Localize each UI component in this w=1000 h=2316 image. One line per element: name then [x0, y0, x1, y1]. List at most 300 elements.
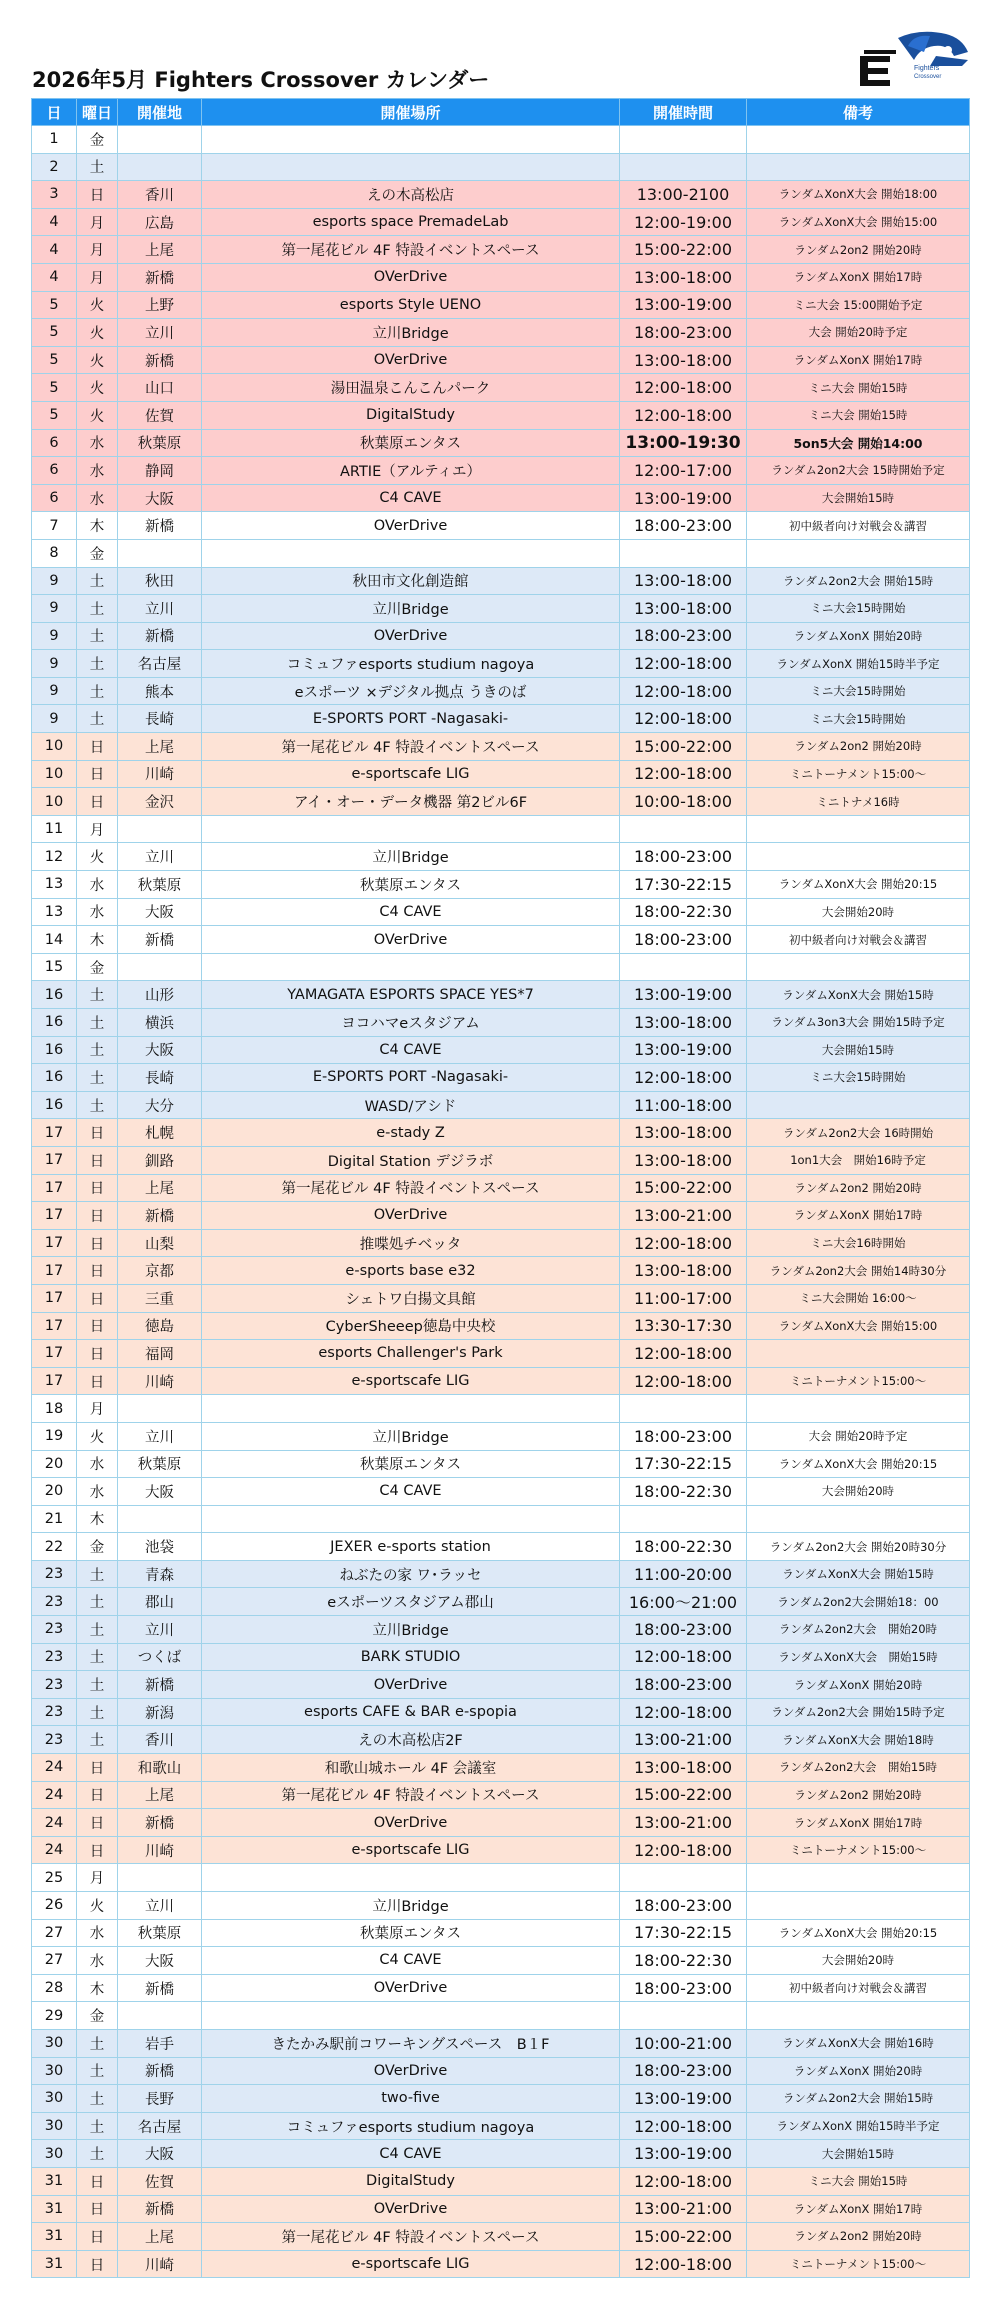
hours-cell: 12:00-18:00: [620, 1064, 747, 1092]
venue-cell: two-five: [202, 2085, 620, 2113]
weekday-cell: 水: [77, 457, 118, 485]
hours-cell: 12:00-18:00: [620, 1643, 747, 1671]
venue-cell: e-sportscafe LIG: [202, 760, 620, 788]
note-cell: ランダムXonX大会 開始15:00: [747, 1312, 970, 1340]
hours-cell: 17:30-22:15: [620, 1450, 747, 1478]
note-cell: [747, 1395, 970, 1423]
hours-cell: 18:00-23:00: [620, 926, 747, 954]
venue-cell: 湯田温泉こんこんパーク: [202, 374, 620, 402]
hours-cell: 12:00-18:00: [620, 677, 747, 705]
hours-cell: 12:00-18:00: [620, 1836, 747, 1864]
day-cell: 30: [32, 2029, 77, 2057]
day-cell: 26: [32, 1892, 77, 1920]
day-cell: 23: [32, 1643, 77, 1671]
weekday-cell: 木: [77, 512, 118, 540]
table-row: [32, 898, 970, 926]
day-cell: 24: [32, 1836, 77, 1864]
table-row: [32, 2057, 970, 2085]
venue-cell: 立川Bridge: [202, 843, 620, 871]
city-cell: 佐賀: [118, 2167, 202, 2195]
day-cell: 9: [32, 622, 77, 650]
city-cell: 立川: [118, 1616, 202, 1644]
table-row: [32, 1257, 970, 1285]
table-row: [32, 1616, 970, 1644]
hours-cell: 13:00-18:00: [620, 1257, 747, 1285]
weekday-cell: 土: [77, 2029, 118, 2057]
city-cell: 川崎: [118, 760, 202, 788]
venue-cell: eスポーツスタジアム郡山: [202, 1588, 620, 1616]
city-cell: 上尾: [118, 2223, 202, 2251]
note-cell: ランダム2on2大会 開始15時: [747, 1754, 970, 1782]
venue-cell: 第一尾花ビル 4F 特設イベントスペース: [202, 2223, 620, 2251]
note-cell: ランダムXonX大会 開始18時: [747, 1726, 970, 1754]
weekday-cell: 月: [77, 1864, 118, 1892]
weekday-cell: 火: [77, 843, 118, 871]
weekday-cell: 土: [77, 705, 118, 733]
day-cell: 21: [32, 1505, 77, 1533]
venue-cell: e-stady Z: [202, 1119, 620, 1147]
weekday-cell: 土: [77, 622, 118, 650]
city-cell: 新橋: [118, 263, 202, 291]
table-row: [32, 181, 970, 209]
hours-cell: 12:00-18:00: [620, 705, 747, 733]
venue-cell: OVerDrive: [202, 512, 620, 540]
venue-cell: WASD/アシド: [202, 1091, 620, 1119]
day-cell: 17: [32, 1340, 77, 1368]
note-cell: [747, 815, 970, 843]
city-cell: [118, 2002, 202, 2030]
table-row: [32, 2195, 970, 2223]
venue-cell: 秋葉原エンタス: [202, 429, 620, 457]
weekday-cell: 土: [77, 2057, 118, 2085]
hours-cell: 12:00-18:00: [620, 2167, 747, 2195]
table-row: [32, 1560, 970, 1588]
weekday-cell: 土: [77, 1036, 118, 1064]
note-cell: [747, 1892, 970, 1920]
weekday-cell: 日: [77, 1174, 118, 1202]
city-cell: 立川: [118, 1892, 202, 1920]
day-cell: 17: [32, 1367, 77, 1395]
note-cell: ミニ大会15時開始: [747, 705, 970, 733]
venue-cell: E-SPORTS PORT -Nagasaki-: [202, 1064, 620, 1092]
day-cell: 9: [32, 567, 77, 595]
venue-cell: [202, 153, 620, 181]
hours-cell: 18:00-22:30: [620, 1947, 747, 1975]
table-row: [32, 1009, 970, 1037]
venue-cell: えの木高松店: [202, 181, 620, 209]
note-cell: ランダムXonX大会 開始20:15: [747, 1450, 970, 1478]
venue-cell: esports CAFE & BAR e-spopia: [202, 1698, 620, 1726]
weekday-cell: 土: [77, 1671, 118, 1699]
note-cell: 大会 開始20時予定: [747, 319, 970, 347]
weekday-cell: 日: [77, 1146, 118, 1174]
note-cell: ミニトーナメント15:00～: [747, 1367, 970, 1395]
weekday-cell: 日: [77, 1367, 118, 1395]
venue-cell: e-sports base e32: [202, 1257, 620, 1285]
weekday-cell: 土: [77, 1643, 118, 1671]
day-cell: 16: [32, 1036, 77, 1064]
table-row: [32, 1036, 970, 1064]
table-row: [32, 2223, 970, 2251]
hours-cell: [620, 539, 747, 567]
city-cell: 大阪: [118, 1036, 202, 1064]
hours-cell: 18:00-23:00: [620, 1671, 747, 1699]
table-row: [32, 1892, 970, 1920]
hours-cell: 18:00-23:00: [620, 319, 747, 347]
hours-cell: 13:00-18:00: [620, 1119, 747, 1147]
venue-cell: OVerDrive: [202, 263, 620, 291]
table-row: [32, 401, 970, 429]
venue-cell: BARK STUDIO: [202, 1643, 620, 1671]
note-cell: ランダム2on2大会 開始15時: [747, 567, 970, 595]
table-row: [32, 374, 970, 402]
hours-cell: 15:00-22:00: [620, 2223, 747, 2251]
day-cell: 31: [32, 2223, 77, 2251]
city-cell: 長崎: [118, 1064, 202, 1092]
city-cell: つくば: [118, 1643, 202, 1671]
table-row: [32, 622, 970, 650]
note-cell: ランダム2on2大会 15時開始予定: [747, 457, 970, 485]
weekday-cell: 水: [77, 484, 118, 512]
day-cell: 4: [32, 236, 77, 264]
hours-cell: 13:00-18:00: [620, 263, 747, 291]
note-cell: ミニ大会15時開始: [747, 677, 970, 705]
city-cell: 立川: [118, 843, 202, 871]
table-row: [32, 871, 970, 899]
hours-cell: 18:00-23:00: [620, 2057, 747, 2085]
weekday-cell: 水: [77, 871, 118, 899]
city-cell: [118, 1395, 202, 1423]
day-cell: 17: [32, 1202, 77, 1230]
venue-cell: OVerDrive: [202, 1671, 620, 1699]
venue-cell: ねぶたの家 ワ･ラッセ: [202, 1560, 620, 1588]
weekday-cell: 土: [77, 1616, 118, 1644]
venue-cell: 秋葉原エンタス: [202, 1919, 620, 1947]
weekday-cell: 土: [77, 153, 118, 181]
hours-cell: 13:00-19:00: [620, 484, 747, 512]
day-cell: 24: [32, 1781, 77, 1809]
note-cell: ランダム2on2大会 開始20時30分: [747, 1533, 970, 1561]
day-cell: 17: [32, 1174, 77, 1202]
table-row: [32, 346, 970, 374]
city-cell: 上尾: [118, 236, 202, 264]
day-cell: 5: [32, 401, 77, 429]
table-row: [32, 512, 970, 540]
table-row: [32, 1836, 970, 1864]
note-cell: [747, 126, 970, 154]
note-cell: ランダム2on2 開始20時: [747, 1781, 970, 1809]
city-cell: 立川: [118, 1422, 202, 1450]
hours-cell: 12:00-18:00: [620, 401, 747, 429]
city-cell: 新橋: [118, 926, 202, 954]
venue-cell: 立川Bridge: [202, 1422, 620, 1450]
hours-cell: [620, 953, 747, 981]
weekday-cell: 日: [77, 2167, 118, 2195]
day-cell: 5: [32, 319, 77, 347]
city-cell: 青森: [118, 1560, 202, 1588]
day-cell: 30: [32, 2140, 77, 2168]
hours-cell: 13:00-18:00: [620, 1009, 747, 1037]
weekday-cell: 土: [77, 677, 118, 705]
city-cell: 秋葉原: [118, 871, 202, 899]
day-cell: 7: [32, 512, 77, 540]
city-cell: 上野: [118, 291, 202, 319]
note-cell: ランダムXonX大会 開始16時: [747, 2029, 970, 2057]
hours-cell: [620, 1505, 747, 1533]
venue-cell: 第一尾花ビル 4F 特設イベントスペース: [202, 733, 620, 761]
table-row: [32, 733, 970, 761]
table-row: [32, 319, 970, 347]
city-cell: 熊本: [118, 677, 202, 705]
hours-cell: [620, 1864, 747, 1892]
table-row: [32, 126, 970, 154]
day-cell: 13: [32, 898, 77, 926]
table-row: [32, 1422, 970, 1450]
hours-cell: 13:00-18:00: [620, 567, 747, 595]
hours-cell: 18:00-23:00: [620, 1422, 747, 1450]
weekday-cell: 土: [77, 1726, 118, 1754]
table-row: [32, 2002, 970, 2030]
table-row: [32, 2167, 970, 2195]
note-cell: ランダムXonX大会 開始20:15: [747, 871, 970, 899]
note-cell: ランダム3on3大会 開始15時予定: [747, 1009, 970, 1037]
table-row: [32, 1698, 970, 1726]
venue-cell: ARTIE（アルティエ）: [202, 457, 620, 485]
note-cell: [747, 2002, 970, 2030]
note-cell: ランダム2on2大会 開始20時: [747, 1616, 970, 1644]
table-row: [32, 760, 970, 788]
day-cell: 17: [32, 1257, 77, 1285]
hours-cell: 17:30-22:15: [620, 871, 747, 899]
table-row: [32, 843, 970, 871]
venue-cell: [202, 539, 620, 567]
table-row: [32, 1312, 970, 1340]
day-cell: 19: [32, 1422, 77, 1450]
table-row: [32, 1450, 970, 1478]
note-cell: 初中級者向け対戦会＆講習: [747, 926, 970, 954]
day-cell: 6: [32, 457, 77, 485]
hours-cell: 13:30-17:30: [620, 1312, 747, 1340]
day-cell: 2: [32, 153, 77, 181]
venue-cell: コミュファesports studium nagoya: [202, 650, 620, 678]
hours-cell: 12:00-18:00: [620, 760, 747, 788]
day-cell: 5: [32, 291, 77, 319]
hours-cell: 18:00-22:30: [620, 1478, 747, 1506]
hours-cell: [620, 1395, 747, 1423]
note-cell: 初中級者向け対戦会＆講習: [747, 512, 970, 540]
table-row: [32, 1478, 970, 1506]
header-notes: 備考: [747, 99, 970, 126]
note-cell: ランダムXonX大会 開始20:15: [747, 1919, 970, 1947]
city-cell: 大阪: [118, 898, 202, 926]
day-cell: 31: [32, 2195, 77, 2223]
table-row: [32, 208, 970, 236]
weekday-cell: 日: [77, 733, 118, 761]
city-cell: 長崎: [118, 705, 202, 733]
weekday-cell: 水: [77, 1450, 118, 1478]
table-row: [32, 1643, 970, 1671]
note-cell: ランダムXonX 開始17時: [747, 2195, 970, 2223]
weekday-cell: 土: [77, 2112, 118, 2140]
table-row: [32, 1671, 970, 1699]
city-cell: 山形: [118, 981, 202, 1009]
table-row: [32, 539, 970, 567]
note-cell: ランダム2on2大会 開始14時30分: [747, 1257, 970, 1285]
note-cell: ミニトーナメント15:00～: [747, 2250, 970, 2278]
weekday-cell: 土: [77, 981, 118, 1009]
hours-cell: 13:00-18:00: [620, 595, 747, 623]
city-cell: 京都: [118, 1257, 202, 1285]
venue-cell: 第一尾花ビル 4F 特設イベントスペース: [202, 236, 620, 264]
day-cell: 17: [32, 1284, 77, 1312]
note-cell: ランダム2on2大会 開始15時: [747, 2085, 970, 2113]
table-row: [32, 1726, 970, 1754]
hours-cell: 15:00-22:00: [620, 733, 747, 761]
venue-cell: Digital Station デジラボ: [202, 1146, 620, 1174]
venue-cell: 第一尾花ビル 4F 特設イベントスペース: [202, 1174, 620, 1202]
weekday-cell: 木: [77, 1974, 118, 2002]
table-row: [32, 650, 970, 678]
venue-cell: OVerDrive: [202, 346, 620, 374]
day-cell: 23: [32, 1671, 77, 1699]
venue-cell: esports Challenger's Park: [202, 1340, 620, 1368]
venue-cell: C4 CAVE: [202, 484, 620, 512]
venue-cell: シェトワ白揚文具館: [202, 1284, 620, 1312]
table-row: [32, 263, 970, 291]
table-row: [32, 815, 970, 843]
venue-cell: C4 CAVE: [202, 898, 620, 926]
hours-cell: 18:00-23:00: [620, 1892, 747, 1920]
day-cell: 5: [32, 346, 77, 374]
table-row: [32, 1174, 970, 1202]
city-cell: 立川: [118, 595, 202, 623]
venue-cell: [202, 1864, 620, 1892]
day-cell: 23: [32, 1616, 77, 1644]
venue-cell: OVerDrive: [202, 2057, 620, 2085]
city-cell: 大阪: [118, 484, 202, 512]
weekday-cell: 水: [77, 1478, 118, 1506]
hours-cell: 13:00-18:00: [620, 1146, 747, 1174]
weekday-cell: 日: [77, 2223, 118, 2251]
note-cell: ミニ大会15時開始: [747, 1064, 970, 1092]
note-cell: ミニトーナメント15:00～: [747, 760, 970, 788]
note-cell: ミニ大会 開始15時: [747, 374, 970, 402]
hours-cell: 13:00-21:00: [620, 1726, 747, 1754]
weekday-cell: 月: [77, 1395, 118, 1423]
day-cell: 9: [32, 595, 77, 623]
city-cell: 静岡: [118, 457, 202, 485]
table-row: [32, 429, 970, 457]
table-row: [32, 788, 970, 816]
note-cell: ランダム2on2 開始20時: [747, 2223, 970, 2251]
city-cell: 長野: [118, 2085, 202, 2113]
day-cell: 23: [32, 1588, 77, 1616]
venue-cell: C4 CAVE: [202, 1947, 620, 1975]
venue-cell: esports Style UENO: [202, 291, 620, 319]
venue-cell: アイ・オー・データ機器 第2ビル6F: [202, 788, 620, 816]
city-cell: 山口: [118, 374, 202, 402]
table-row: [32, 291, 970, 319]
city-cell: 川崎: [118, 1836, 202, 1864]
day-cell: 20: [32, 1478, 77, 1506]
venue-cell: OVerDrive: [202, 1809, 620, 1837]
weekday-cell: 木: [77, 926, 118, 954]
city-cell: 秋葉原: [118, 1919, 202, 1947]
day-cell: 15: [32, 953, 77, 981]
day-cell: 8: [32, 539, 77, 567]
table-row: [32, 677, 970, 705]
day-cell: 3: [32, 181, 77, 209]
note-cell: ランダム2on2 開始20時: [747, 236, 970, 264]
note-cell: [747, 1340, 970, 1368]
city-cell: 香川: [118, 181, 202, 209]
event-calendar-table: [31, 98, 970, 2278]
hours-cell: 12:00-18:00: [620, 2112, 747, 2140]
note-cell: ランダム2on2大会 16時開始: [747, 1119, 970, 1147]
day-cell: 23: [32, 1560, 77, 1588]
weekday-cell: 土: [77, 2085, 118, 2113]
note-cell: ミニ大会16時開始: [747, 1229, 970, 1257]
day-cell: 28: [32, 1974, 77, 2002]
header-venue: 開催場所: [202, 99, 620, 126]
table-row: [32, 1146, 970, 1174]
hours-cell: 13:00-19:30: [620, 429, 747, 457]
hours-cell: 11:00-20:00: [620, 1560, 747, 1588]
venue-cell: 立川Bridge: [202, 1616, 620, 1644]
hours-cell: 12:00-18:00: [620, 1340, 747, 1368]
venue-cell: e-sportscafe LIG: [202, 1836, 620, 1864]
venue-cell: 秋葉原エンタス: [202, 1450, 620, 1478]
day-cell: 5: [32, 374, 77, 402]
city-cell: 新橋: [118, 2195, 202, 2223]
day-cell: 20: [32, 1450, 77, 1478]
venue-cell: DigitalStudy: [202, 401, 620, 429]
hours-cell: 12:00-18:00: [620, 2250, 747, 2278]
table-row: [32, 567, 970, 595]
city-cell: [118, 815, 202, 843]
city-cell: 川崎: [118, 1367, 202, 1395]
hours-cell: 15:00-22:00: [620, 1781, 747, 1809]
venue-cell: YAMAGATA ESPORTS SPACE YES*7: [202, 981, 620, 1009]
venue-cell: OVerDrive: [202, 926, 620, 954]
table-row: [32, 1119, 970, 1147]
day-cell: 16: [32, 1009, 77, 1037]
table-row: [32, 926, 970, 954]
venue-cell: C4 CAVE: [202, 1478, 620, 1506]
table-row: [32, 1340, 970, 1368]
hours-cell: 18:00-22:30: [620, 1533, 747, 1561]
note-cell: ミニ大会開始 16:00～: [747, 1284, 970, 1312]
city-cell: [118, 153, 202, 181]
note-cell: 大会開始15時: [747, 484, 970, 512]
table-row: [32, 1947, 970, 1975]
table-row: [32, 1064, 970, 1092]
note-cell: ランダムXonX 開始17時: [747, 1202, 970, 1230]
weekday-cell: 月: [77, 208, 118, 236]
hours-cell: [620, 153, 747, 181]
weekday-cell: 火: [77, 346, 118, 374]
table-row: [32, 2085, 970, 2113]
note-cell: 大会開始15時: [747, 2140, 970, 2168]
hours-cell: 18:00-23:00: [620, 843, 747, 871]
table-row: [32, 1588, 970, 1616]
header-weekday: 曜日: [77, 99, 118, 126]
weekday-cell: 日: [77, 1836, 118, 1864]
venue-cell: 立川Bridge: [202, 319, 620, 347]
note-cell: ミニ大会 開始15時: [747, 2167, 970, 2195]
day-cell: 14: [32, 926, 77, 954]
city-cell: 新橋: [118, 1671, 202, 1699]
